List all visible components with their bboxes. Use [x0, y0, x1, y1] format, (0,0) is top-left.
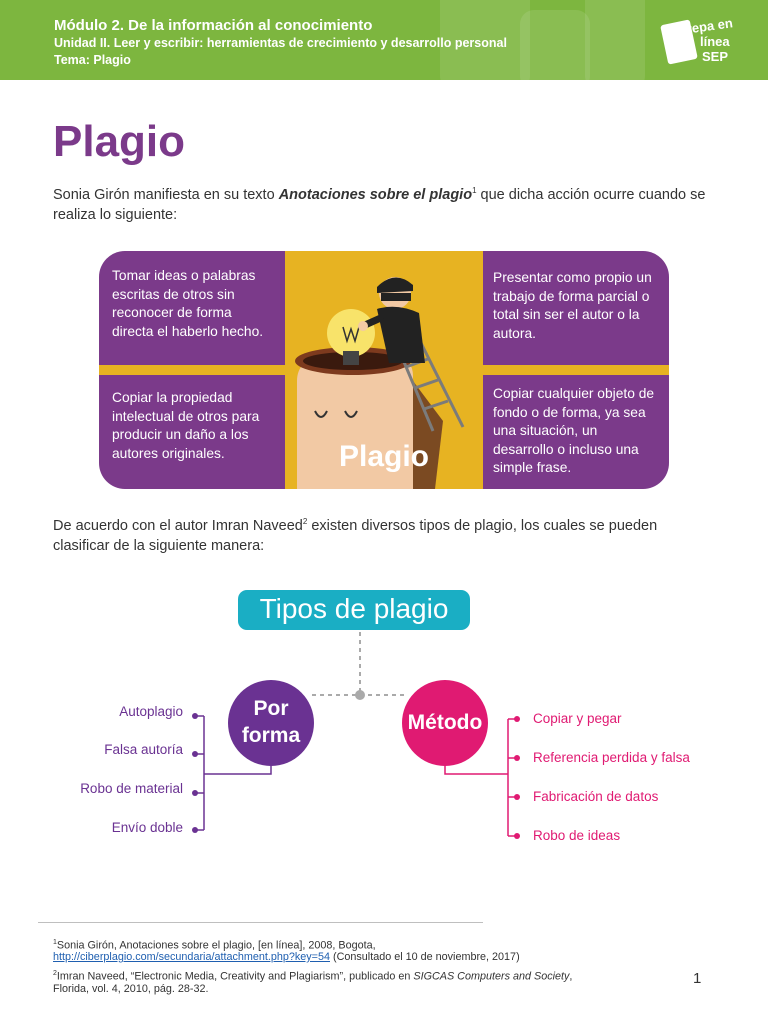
footnote-1: $^1$Sonia Girón, Anotaciones sobre el plagio, [en línea], 2008, Bogota,: [53, 939, 376, 952]
right-item-robo-de-ideas: Robo de ideas: [533, 828, 621, 843]
left-item-falsa-autoria: Falsa autoría: [104, 742, 183, 757]
footnote-ref-2: 2: [302, 517, 308, 526]
left-item-robo-de-material: Robo de material: [80, 781, 183, 796]
footnote-1-line-2: http://ciberplagio.com/secundaria/attachment.php?key=54 (Consultado el 10 de noviembre, 2017): [53, 951, 520, 963]
intro-paragraph: Sonia Girón manifiesta en su texto Anotaciones sobre el plagio$^1$ que dicha acción ocurre cuando se realiza lo siguiente:: [53, 186, 706, 223]
right-item-copiar-y-pegar: Copiar y pegar: [533, 711, 622, 726]
infographic-label: Plagio: [338, 440, 429, 473]
footnote-ref-1: 1: [472, 186, 477, 195]
footnote-2-line-2: Florida, vol. 4, 2010, pág. 28-32.: [53, 983, 209, 995]
footnote-2: $^2$Imran Naveed, “Electronic Media, Creativity and Plagiarism”, publicado en SIGCAS Computers and Society,: [53, 970, 573, 983]
right-item-referencia-perdida: Referencia perdida y falsa: [533, 750, 690, 765]
page-number: 1: [693, 970, 702, 987]
footnote-1-link[interactable]: http://ciberplagio.com/secundaria/attachment.php?key=54: [53, 951, 330, 963]
module-title: Módulo 2. De la información al conocimiento: [54, 17, 373, 34]
left-item-envio-doble: Envío doble: [111, 820, 183, 835]
topic-title: Tema: Plagio: [54, 53, 131, 67]
definition-box-bottom-left: Copiar la propiedad intelectual de otros para producir un daño a los autores originales.: [99, 375, 285, 489]
por-forma-node: Por forma: [228, 680, 314, 766]
definition-box-top-left: Tomar ideas o palabras escritas de otros sin reconocer de forma directa el haberlo hecho.: [99, 251, 285, 365]
prepa-en-linea-sep-logo: Prepa en línea SEP: [660, 16, 740, 72]
unit-title: Unidad II. Leer y escribir: herramientas de crecimiento y desarrollo personal: [54, 36, 507, 50]
footnote-divider: [38, 922, 483, 923]
definition-box-top-right: Presentar como propio un trabajo de forma parcial o total sin ser el autor o la autora.: [483, 251, 669, 365]
right-item-fabricacion-de-datos: Fabricación de datos: [533, 789, 659, 804]
naveed-paragraph: De acuerdo con el autor Imran Naveed$^2$ existen diversos tipos de plagio, los cuales se pueden clasificar de la siguiente manera:: [53, 517, 658, 554]
definition-box-bottom-right: Copiar cualquier objeto de fondo o de forma, ya sea una situación, un desarrollo o incluso una simple frase.: [483, 375, 669, 489]
source-title: Anotaciones sobre el plagio: [278, 186, 473, 203]
diagram-title: Tipos de plagio: [238, 590, 470, 630]
page-title: Plagio: [53, 117, 186, 166]
left-item-autoplagio: Autoplagio: [119, 704, 183, 719]
metodo-node: Método: [402, 680, 488, 766]
